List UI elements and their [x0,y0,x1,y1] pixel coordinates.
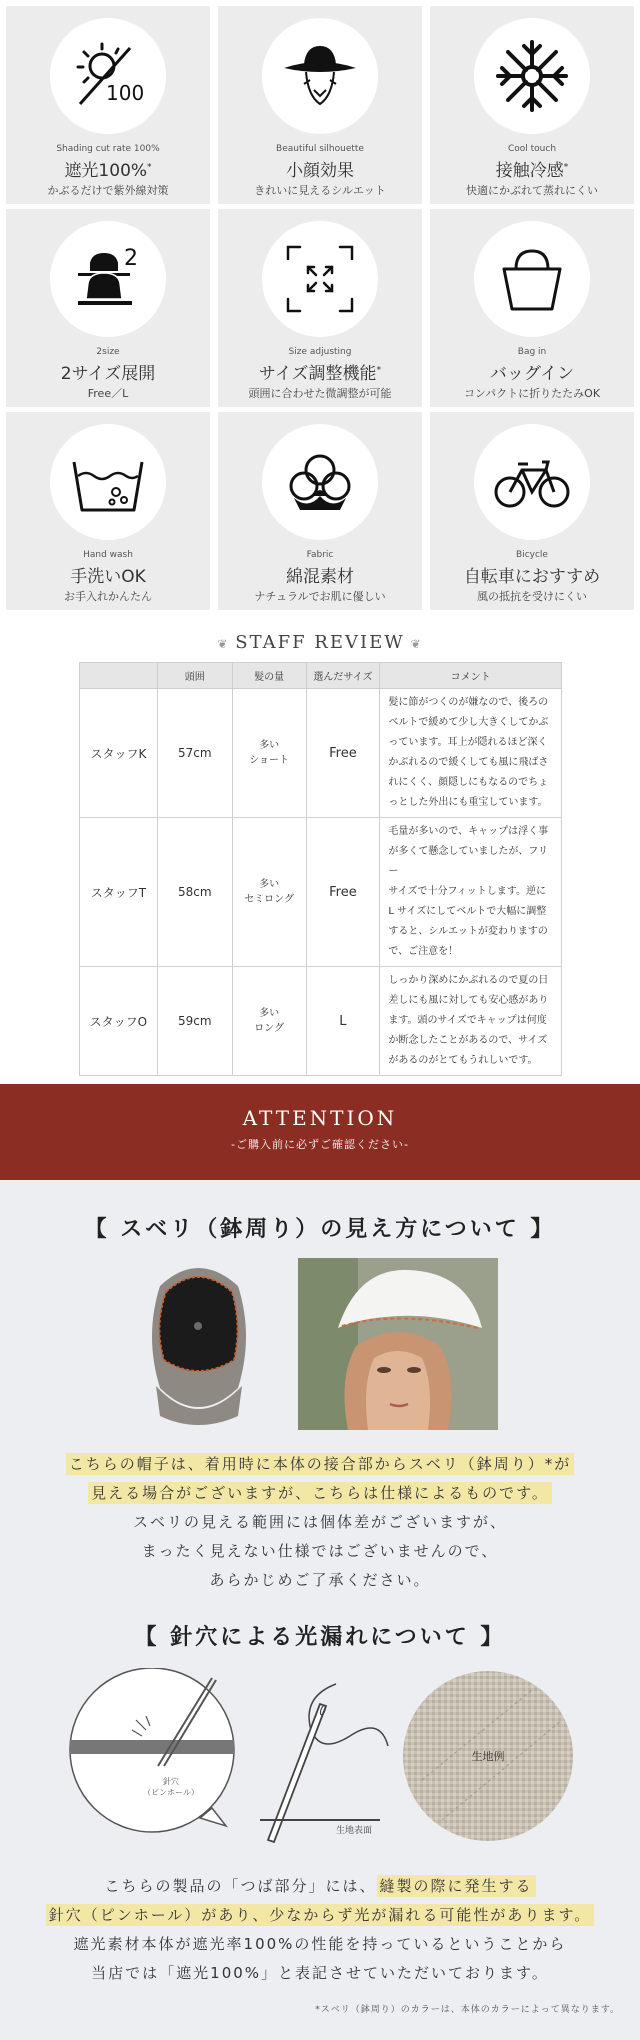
table-header: 頭囲 [157,663,232,689]
feature-sub: かぶるだけで紫外線対策 [47,184,169,197]
table-row [80,967,562,1076]
attention-subtitle: -ご購入前に必ずご確認ください- [231,1138,409,1151]
chosen-size: L [306,967,380,1076]
feature-sub: 風の抵抗を受けにくい [477,590,587,603]
feature-bicycle [430,412,634,610]
staff-comment: 髪に節がつくのが嫌なので、後ろの ベルトで緩めて少し大きくしてかぶ っています。耳上が隠れるほど深く かぶれるので緩くしても風に飛ばさ れにくく、顔隠しにもなるのでちょ っとした外出にも重宝しています。 [380,689,562,818]
staff-review-title: ❦ STAFF REVIEW ❦ [217,632,423,653]
attention-banner [0,1084,640,1180]
pinhole-label: 針穴 （ピンホール） [143,1777,199,1797]
two-hats-icon [66,237,150,321]
feature-bag-in [430,209,634,407]
highlight-text: 縫製の際に発生する [377,1875,536,1897]
highlight-text: こちらの帽子は、着用時に本体の接合部からスベリ（鉢周り）*が [66,1453,575,1475]
fabric-surface-label: 生地表面 [336,1826,373,1836]
table-header-row [80,663,562,689]
feature-jp: サイズ調整機能* [258,364,382,384]
feature-jp: 自転車におすすめ [463,567,601,587]
staff-name: スタッフO [80,967,158,1076]
table-header: 選んだサイズ [306,663,380,689]
highlight-text: 見える場合がございますが、こちらは仕様によるものです。 [88,1482,552,1504]
section-heading-pinhole: 【 針穴による光漏れについて 】 [134,1625,506,1650]
feature-sub: きれいに見えるシルエット [254,184,386,197]
feature-fabric [218,412,422,610]
highlight-text: 針穴（ピンホール）があり、少なからず光が漏れる可能性があります。 [46,1904,595,1926]
sweatband-explanation [0,1450,640,1595]
attention-title: ATTENTION [242,1106,398,1130]
cap-inside-photo [142,1256,254,1432]
chosen-size: Free [306,689,380,818]
pinhole-magnified-diagram [62,1668,242,1838]
table-header: 髪の量 [232,663,306,689]
hand-wash-basin-icon [66,440,150,524]
feature-icon-circle [474,424,590,540]
svg-text:2: 2 [124,246,138,271]
feature-jp: 遮光100%* [64,161,152,181]
bicycle-icon [490,440,574,524]
hair-amount: 多い セミロング [232,818,306,967]
paragraph-line: 遮光素材本体が遮光率100%の性能を持っているということから [73,1935,567,1953]
hair-amount: 多い ショート [232,689,306,818]
feature-en: 2size [96,347,120,357]
feature-sub: お手入れかんたん [64,590,152,603]
head-size: 59cm [157,967,232,1076]
feature-jp: 小顔効果 [286,161,354,181]
ornament-icon: ❦ [404,637,423,651]
feature-en: Bicycle [516,550,548,560]
feature-icon-circle [262,18,378,134]
feature-icon-circle [262,221,378,337]
hair-amount: 多い ロング [232,967,306,1076]
size-adjust-arrows-icon [278,237,362,321]
feature-size-adjust [218,209,422,407]
feature-en: Fabric [306,550,334,560]
feature-sub: ナチュラルでお肌に優しい [254,590,386,603]
feature-icon-circle [50,424,166,540]
feature-icon-circle [262,424,378,540]
cotton-flower-icon [278,440,362,524]
staff-review-table [79,662,562,1076]
feature-sub: コンパクトに折りたたみOK [463,387,601,400]
feature-icon-circle [50,221,166,337]
fabric-sample-label: 生地例 [471,1750,505,1763]
table-header: コメント [380,663,562,689]
feature-en: Hand wash [83,550,133,560]
needle-stitching-diagram [260,1676,400,1846]
feature-hand-wash [6,412,210,610]
feature-2size [6,209,210,407]
table-row [80,689,562,818]
feature-sub: 快適にかぶれて蒸れにくい [466,184,598,197]
svg-text:100: 100 [106,81,145,105]
paragraph-line: スベリの見える範囲には個体差がございますが、 [132,1513,507,1531]
feature-jp: バッグイン [489,364,575,384]
paragraph-line: あらかじめご了承ください。 [209,1571,431,1589]
feature-icon-circle [50,18,166,134]
ornament-icon: ❦ [217,637,236,651]
feature-silhouette [218,6,422,204]
feature-cool-touch [430,6,634,204]
paragraph-line: 当店では「遮光100%」と表記させていただいております。 [91,1964,549,1982]
feature-icon-circle [474,221,590,337]
feature-sub: Free／L [87,387,129,400]
feature-en: Size adjusting [288,347,352,357]
table-header [80,663,158,689]
feature-jp: 2サイズ展開 [60,364,156,384]
feature-jp: 綿混素材 [286,567,354,587]
feature-jp: 接触冷感* [495,161,569,181]
feature-jp: 手洗いOK [70,567,146,587]
feature-en: Cool touch [507,144,557,154]
head-size: 57cm [157,689,232,818]
staff-comment: しっかり深めにかぶれるので夏の日 差しにも風に対しても安心感があり ます。頭のサイズでキャップは何度 か断念したことがあるので、サイズ があるのがとてもうれしいです。 [380,967,562,1076]
chosen-size: Free [306,818,380,967]
wide-brim-hat-face-icon [278,34,362,118]
feature-sub: 頭囲に合わせた微調整が可能 [248,387,392,400]
feature-grid [6,6,634,610]
sun-shade-100-icon [66,34,150,118]
snowflake-icon [490,34,574,118]
section-heading-sweatband: 【 スベリ（鉢周り）の見え方について 】 [84,1217,556,1242]
staff-comment: 毛量が多いので、キャップは浮く事 が多くて懸念していましたが、フリー サイズで十分フィットします。逆に L サイズにしてベルトで大幅に調整 すると、シルエットが変わりますの で、ご注意を！ [380,818,562,967]
footnote: *スベリ（鉢周り）のカラーは、本体のカラーによって異なります。 [315,2005,620,2015]
table-row [80,818,562,967]
feature-icon-circle [474,18,590,134]
model-wearing-cap-photo [298,1258,498,1430]
staff-name: スタッフT [80,818,158,967]
pinhole-explanation [0,1872,640,1988]
paragraph-line: まったく見えない仕様ではございませんので、 [141,1542,499,1560]
paragraph-text: こちらの製品の「つば部分」には、 [104,1877,377,1895]
feature-en: Shading cut rate 100% [56,144,160,154]
tote-bag-icon [490,237,574,321]
feature-en: Bag in [517,347,547,357]
feature-en: Beautiful silhouette [276,144,364,154]
staff-name: スタッフK [80,689,158,818]
head-size: 58cm [157,818,232,967]
feature-shading [6,6,210,204]
